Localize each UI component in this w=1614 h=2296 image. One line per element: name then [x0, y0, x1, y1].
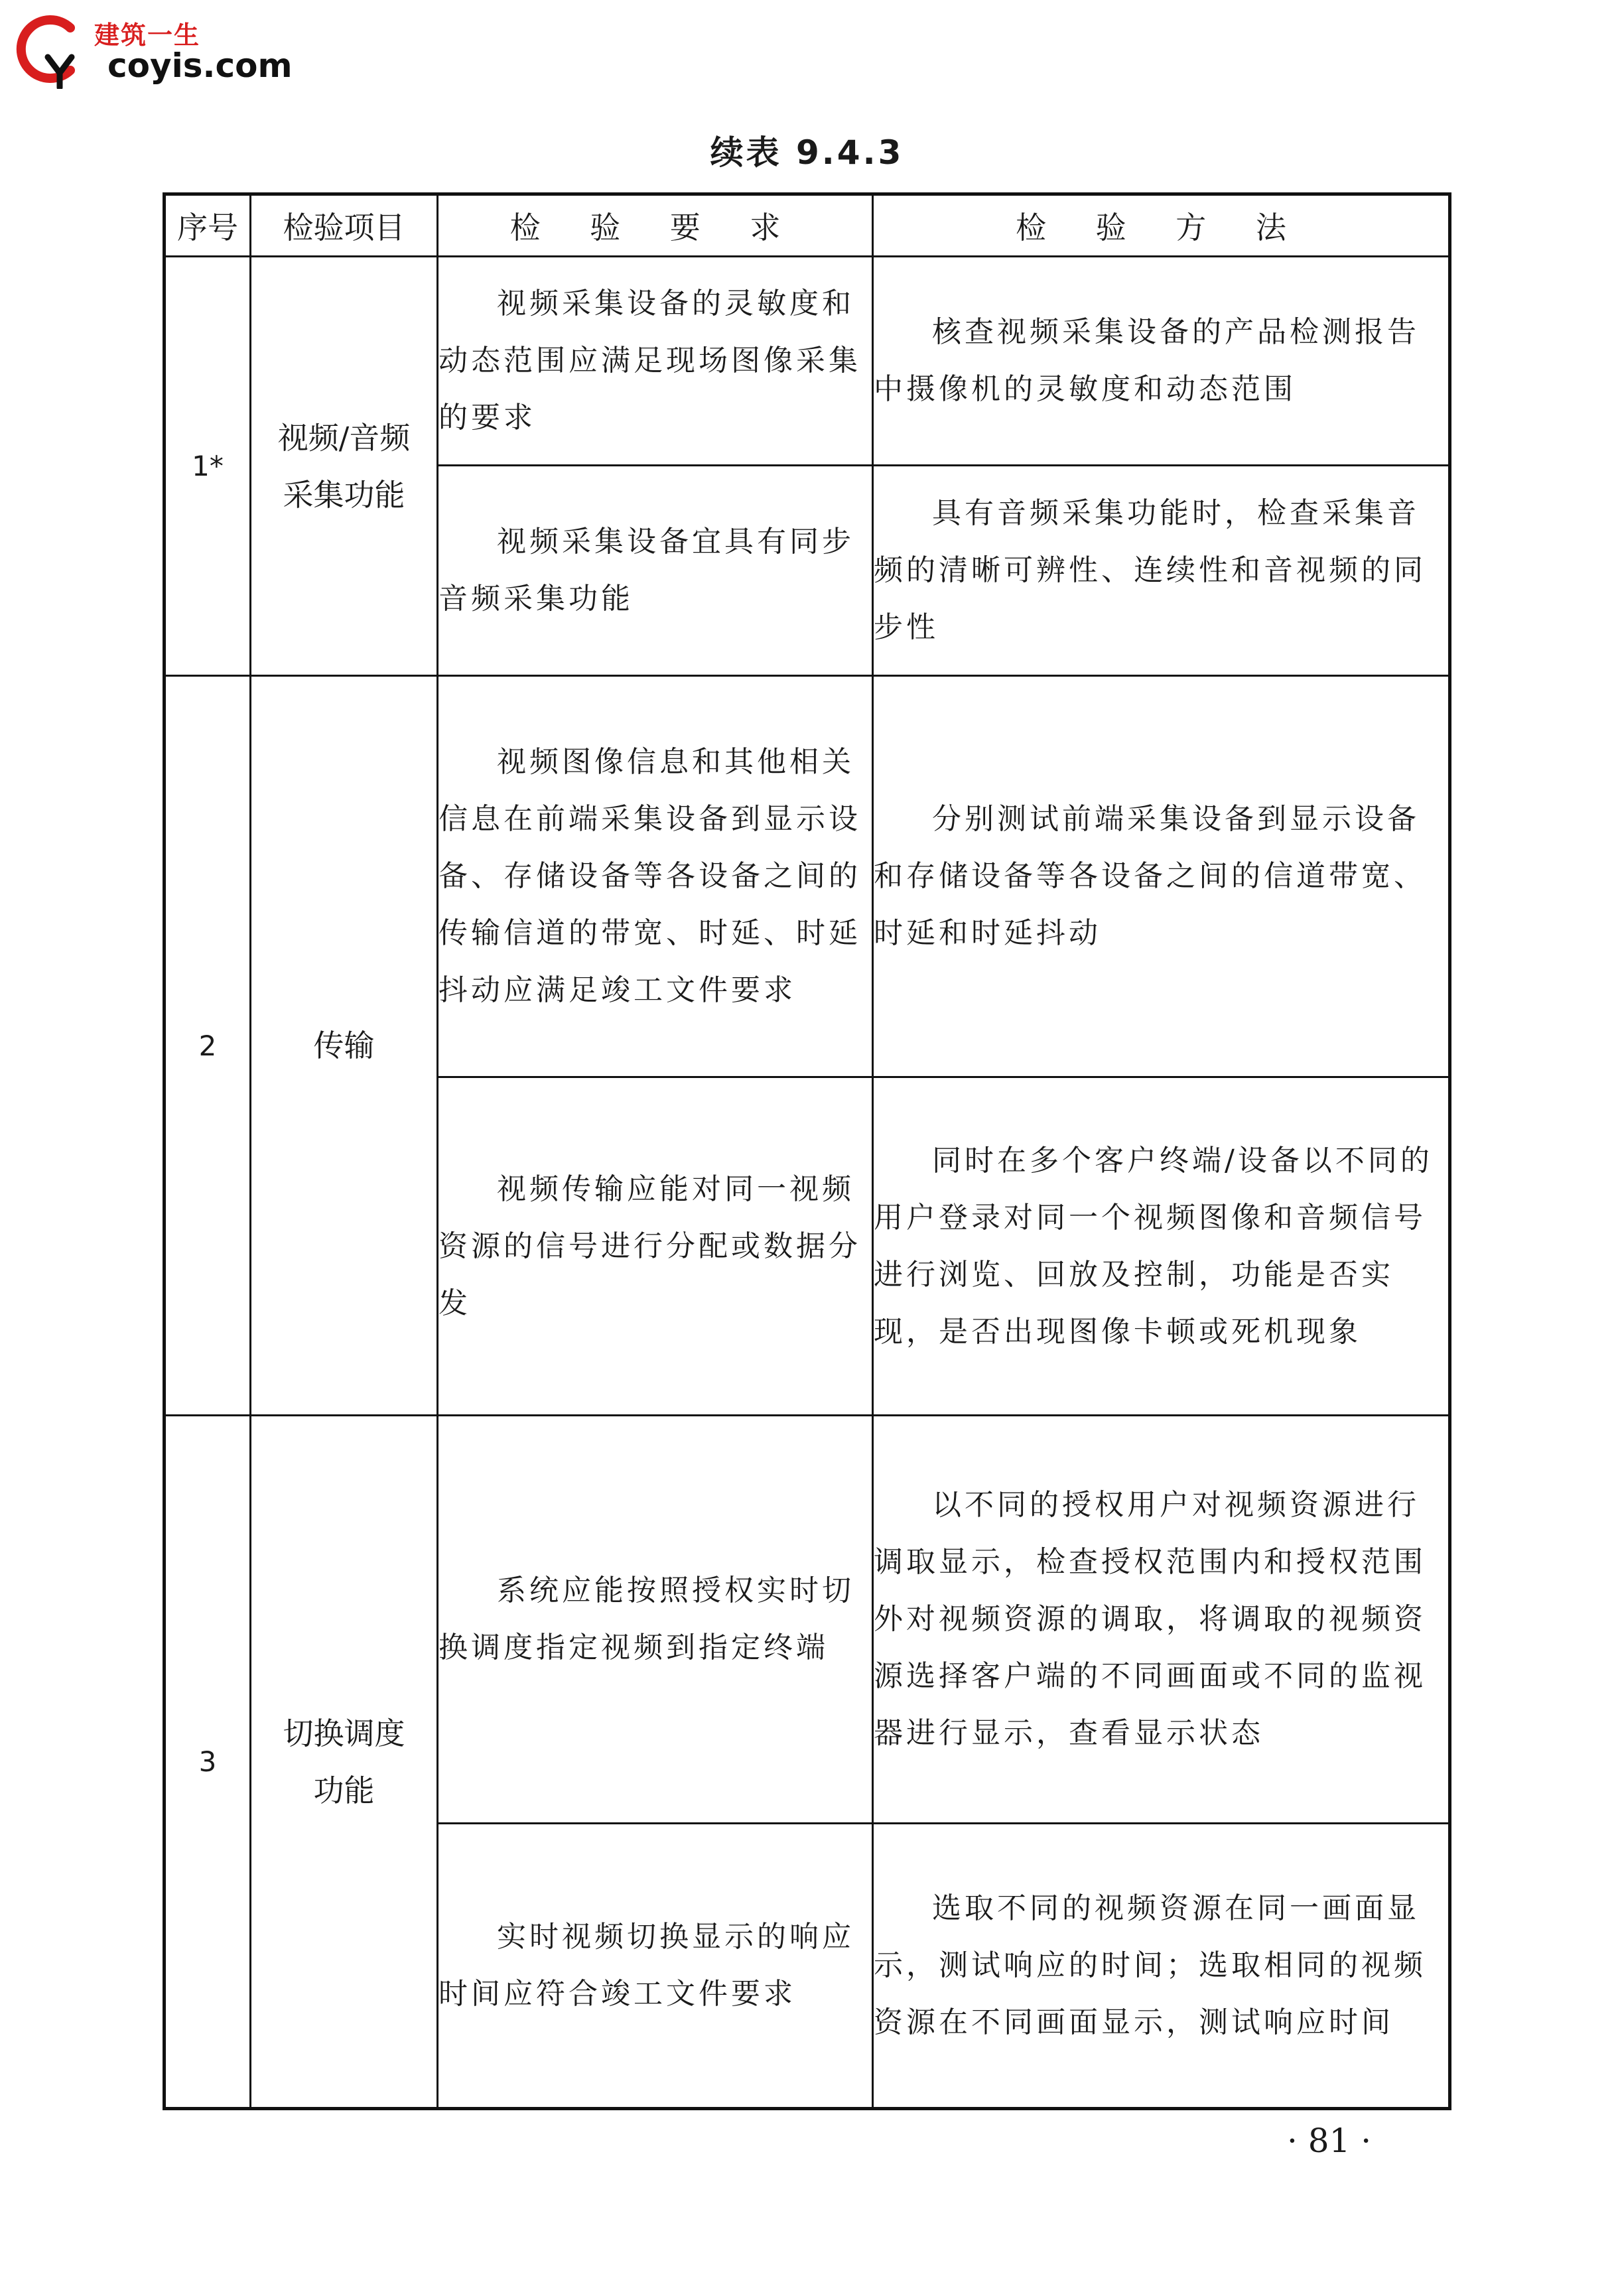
- requirement-cell: 视频传输应能对同一视频资源的信号进行分配或数据分发: [438, 1077, 873, 1416]
- row-item-line: 视频/音频: [277, 419, 411, 456]
- page-number: · 81 ·: [1287, 2122, 1372, 2160]
- method-cell: 分别测试前端采集设备到显示设备和存储设备等各设备之间的信道带宽、时延和时延抖动: [873, 676, 1450, 1077]
- row-item: [251, 676, 438, 1416]
- row-item-line: 切换调度: [283, 1715, 405, 1751]
- requirement-cell: 视频图像信息和其他相关信息在前端采集设备到显示设备、存储设备等各设备之间的传输信道的带宽、时延、时延抖动应满足竣工文件要求: [438, 676, 873, 1077]
- table-row: [165, 676, 1450, 1077]
- method-cell: 具有音频采集功能时，检查采集音频的清晰可辨性、连续性和音视频的同步性: [873, 466, 1450, 676]
- inspection-table: [163, 192, 1451, 2110]
- header-serial: 序号: [165, 194, 251, 257]
- method-cell: 同时在多个客户终端/设备以不同的用户登录对同一个视频图像和音频信号进行浏览、回放及控制，功能是否实现，是否出现图像卡顿或死机现象: [873, 1077, 1450, 1416]
- row-serial: 1*: [165, 257, 251, 676]
- header-method: 检 验 方 法: [873, 194, 1450, 257]
- row-item: [251, 257, 438, 676]
- coyis-logo-icon: [9, 9, 82, 89]
- method-cell: 选取不同的视频资源在同一画面显示，测试响应的时间；选取相同的视频资源在不同画面显示，测试响应时间: [873, 1824, 1450, 2109]
- requirement-cell: 视频采集设备宜具有同步音频采集功能: [438, 466, 873, 676]
- table-row: [165, 257, 1450, 466]
- row-serial: 3: [165, 1416, 251, 2109]
- logo-text-cn: 建筑一生: [94, 21, 201, 50]
- logo-text-en: coyis.com: [107, 46, 293, 85]
- table-header-row: [165, 194, 1450, 257]
- table-row: [165, 1416, 1450, 1824]
- row-serial: 2: [165, 676, 251, 1416]
- row-item: [251, 1416, 438, 2109]
- header-item: 检验项目: [251, 194, 438, 257]
- method-cell: 以不同的授权用户对视频资源进行调取显示，检查授权范围内和授权范围外对视频资源的调取，将调取的视频资源选择客户端的不同画面或不同的监视器进行显示，查看显示状态: [873, 1416, 1450, 1824]
- method-cell: 核查视频采集设备的产品检测报告中摄像机的灵敏度和动态范围: [873, 257, 1450, 466]
- table-title: 续表 9.4.3: [710, 133, 904, 172]
- row-item-line: 功能: [313, 1772, 375, 1808]
- site-logo: [9, 9, 293, 89]
- requirement-cell: 实时视频切换显示的响应时间应符合竣工文件要求: [438, 1824, 873, 2109]
- requirement-cell: 系统应能按照授权实时切换调度指定视频到指定终端: [438, 1416, 873, 1824]
- header-requirement: 检 验 要 求: [438, 194, 873, 257]
- row-item-line: 采集功能: [283, 476, 405, 513]
- row-item-line: 传输: [313, 1028, 375, 1063]
- requirement-cell: 视频采集设备的灵敏度和动态范围应满足现场图像采集的要求: [438, 257, 873, 466]
